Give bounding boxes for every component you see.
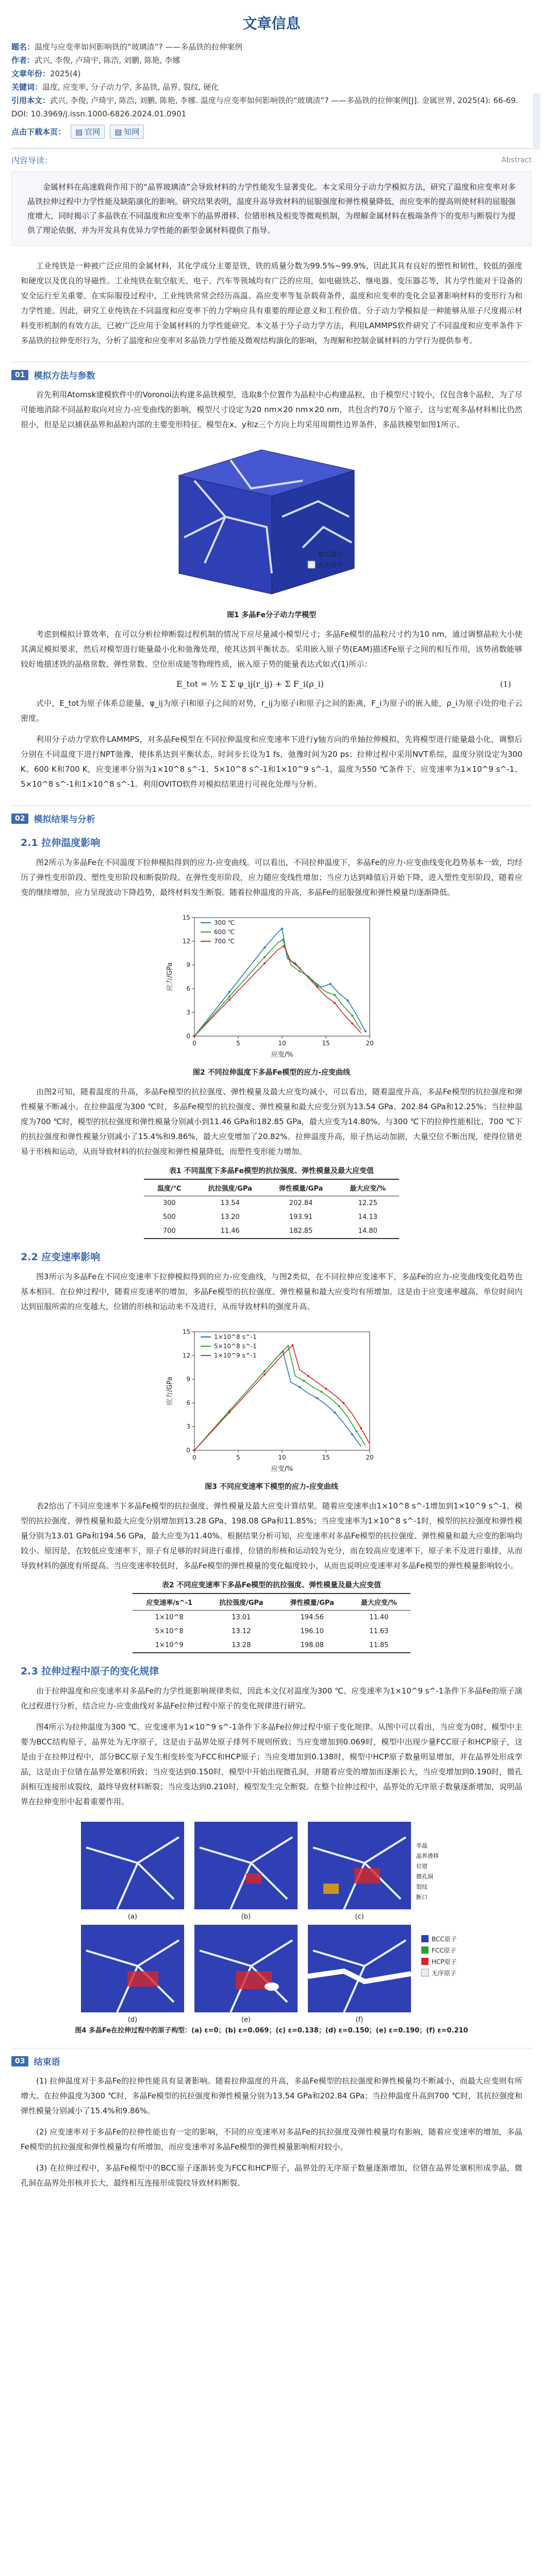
figure-4-annotations [416,1842,439,1901]
page-title: 文章信息 [242,15,301,32]
table-1-header: 温度/℃ [157,1185,182,1193]
panel-f [308,1925,411,2023]
y-tick-label: 15 [182,1328,190,1335]
svg-text:HCP原子: HCP原子 [431,1958,457,1965]
data-point [299,967,301,969]
data-point [264,1370,266,1372]
y-axis-label: 应力/GPa [166,1377,174,1405]
data-point [228,991,231,993]
figure-4-legend [421,1935,457,1977]
x-tick-label: 5 [236,1454,240,1461]
figure-4 [11,1817,532,2035]
data-point [316,986,318,988]
x-tick-label: 10 [277,1040,286,1047]
legend-label: 700 ℃ [213,938,235,945]
subsection-2-2-heading: 2.2 应变速率影响 [21,1251,101,1263]
sec2-1-paragraph-1: 图2所示为多晶Fe在不同温度下拉伸模拟得到的应力-应变曲线。可以看出，不同拉伸温度下，多晶Fe的应力-应变曲线变化趋势基本一致，均经历了弹性变形阶段、塑性变形阶段和断裂阶段。在弹性变形阶段，应力随应变线性增加；当应力达到峰值后开始下降，进入塑性变形阶段，随着应变的继续增加，应力呈现波动下降趋势，最终材料发生断裂。随着拉伸温度的升高，多晶Fe的屈服强度和弹性模量均逐渐降低。 [21,858,522,897]
table-row: 300 13.54 202.84 12.25 [162,1199,377,1207]
data-point [355,1430,357,1432]
side-toolbar[interactable] [533,93,540,149]
document-icon: ▤ [75,127,83,137]
y-tick-label: 6 [186,985,190,992]
meta-citation: 引用本文：武兴, 李俊, 卢琦宇, 陈浩, 刘鹏, 陈艳, 李娜. 温度与应变率如何影响铁的“玻璃渣”? ——多晶铁的拉伸案例[J]. 金属世界, 2025(4): 66-69. DOI: 10.3969/j.issn.1000-6826.2024.01.0901 [11,96,518,118]
figure-3-caption: 图3 不同应变速率下模型的应力-应变曲线 [205,1483,338,1491]
subsection-2-1-heading: 2.1 拉伸温度影响 [21,837,101,849]
table-1-header: 弹性模量/GPa [278,1185,323,1193]
meta-article-title: 题名：温度与应变率如何影响铁的“玻璃渣”? ——多晶铁的拉伸案例 [11,42,243,52]
equation-1 [176,679,511,689]
series-line-1 [194,1346,366,1450]
sec1-paragraph-2: 考虑到模拟计算效率，在可以分析拉伸断裂过程机制的情况下应尽量减小模型尺寸；多晶Fe模型的晶粒尺寸约为10 nm，通过调整晶粒大小使其满足模拟要求，然后对模型进行能量最小化和弛豫处理，使其达到平衡状态。采用嵌入原子势(EAM)描述Fe原子之间的相互作用，该势函数能够较好地描述铁的晶格常数、弹性常数、空位形成能等物理性质，嵌入原子势的能量表达式如式(1)所示： [21,630,522,669]
x-tick-label: 15 [321,1454,330,1461]
table-row: 700 11.46 182.85 14.80 [144,1224,399,1239]
atomic-configuration-panels [76,1817,468,2023]
figure-1-caption: 图1 多晶Fe分子动力学模型 [226,611,317,619]
table-1-caption: 表1 不同温度下多晶Fe模型的抗拉强度、弹性模量及最大应变值 [169,1167,374,1175]
series-line-1 [194,940,361,1036]
y-tick-label: 12 [182,938,190,945]
data-point [316,1397,318,1399]
legend-label: 5×10^8 s^-1 [213,1343,257,1350]
data-point [287,1345,289,1347]
figure-2-caption: 图2 不同拉伸温度下多晶Fe模型的应力-应变曲线 [193,1069,350,1077]
link-official[interactable]: ▤ 官网 [71,125,105,139]
figure-2 [11,907,532,1077]
legend-label: 1×10^8 s^-1 [213,1333,257,1341]
x-axis-label: 应变/% [271,1051,293,1059]
table-1-header: 最大应变/% [350,1185,386,1193]
x-tick-label: 0 [192,1454,196,1461]
figure-1 [11,439,532,620]
polycrystal-model-image [148,439,396,604]
svg-text:孪晶: 孪晶 [416,1842,427,1849]
data-point [228,995,231,997]
table-2-header: 应变速率/s^-1 [146,1599,193,1607]
figure-3-chart [163,1321,380,1476]
data-point [360,1427,362,1429]
data-point [281,927,283,929]
equation-1-number: (1) [500,679,511,689]
panel-e [194,1925,298,2023]
svg-text:FCC原子: FCC原子 [431,1947,456,1954]
y-tick-label: 0 [186,1032,190,1040]
svg-text:(e): (e) [241,2016,251,2023]
svg-text:微孔洞: 微孔洞 [416,1873,433,1880]
figure-4-caption: 图4 多晶Fe在拉伸过程中的原子构型：(a) ε=0；(b) ε=0.069；(c) ε=0.138；(d) ε=0.150；(e) ε=0.190；(f) ε=0.210 [75,2027,468,2035]
panel-b [194,1822,298,1921]
data-point [351,1022,353,1024]
y-tick-label: 3 [186,1423,190,1430]
series-line-2 [194,1345,370,1450]
section-3-heading: 03 结束语 [11,2048,532,2067]
legend-label: 300 ℃ [213,919,235,926]
table-1 [144,1179,399,1239]
x-tick-label: 0 [192,1040,196,1047]
svg-text:裂纹: 裂纹 [416,1884,427,1890]
legend-label: 1×10^9 s^-1 [213,1352,257,1359]
legend-swatch-disordered [308,561,315,568]
data-point [299,1386,301,1388]
svg-text:断口: 断口 [416,1894,427,1901]
sec1-paragraph-1: 首先利用Atomsk建模软件中的Voronoi法构建多晶铁模型，选取8个位置作为晶粒中心构建晶粒，由于模型尺寸较小，仅包含8个晶粒，为了尽可能地消除不同晶粒取向对应力-应变曲线的影响，模型尺寸设定为20 nm×20 nm×20 nm，共包含约70万个原子，这与宏观多晶材料相比仍然很小，但是足以捕获晶界和晶粒内部的主要变形特征。模型在x、y和z三个方向上均采用周期性边界条件，多晶铁模型如图1所示。 [21,390,522,429]
document-icon: ▤ [114,127,122,137]
intro-paragraph: 工业纯铁是一种被广泛应用的金属材料，其化学成分主要是铁，铁的质量分数为99.5%~99.9%，因此其具有良好的塑性和韧性，较低的强度和硬度以及优良的导磁性。工业纯铁在航空航天、电子、汽车等领域均有广泛的应用，如电磁铁芯、继电器、变压器芯等，其力学性能对于设备的安全运行至关重要。在实际服役过程中，工业纯铁常常会经历高温、高应变率等复杂载荷条件，温度和应变率的变化会显著影响材料的变形行为和力学性能。因此，研究工业纯铁在不同温度和应变率下的力学响应具有重要的理论意义和工程价值。分子动力学模拟是一种能够从原子尺度揭示材料变形机制的有效方法，已被广泛应用于金属材料的力学性能研究。本文基于分子动力学方法，利用LAMMPS软件研究了不同温度和应变率条件下多晶铁的拉伸变形行为，分析了温度和应变率对多晶铁力学性能及微观结构演化的影响，为理解和控制金属材料的力学行为提供参考。 [21,261,522,345]
sec2-2-paragraph-2: 表2给出了不同应变速率下多晶Fe模型的抗拉强度、弹性模量及最大应变计算结果。随着应变速率由1×10^8 s^-1增加到1×10^9 s^-1，模型的抗拉强度、弹性模量和最大应变分别增加到13.28 GPa、198.08 GPa和11.85%；当应变速率为1×10^8 s^-1时，模型的抗拉强度和弹性模量分别为13.01 GPa和194.56 GPa，最大应变为11.40%。根据结果分析可知，应变速率对多晶Fe模型的抗拉强度、弹性模量和最大应变的影响均较小。原因是，在较低应变速率下，原子有足够的时间进行重排，位错的形核和运动较为充分，而在较高应变速率下，原子来不及进行重排，从而导致材料的强度有所提高。当应变速率较低时，多晶Fe模型的弹性模量的变化幅度较小，从而也说明应变速率对多晶Fe模型的弹性模量影响较小。 [21,1501,522,1570]
data-point [307,1375,309,1377]
sec2-3-paragraph-2: 图4所示为拉伸温度为300 ℃、应变速率为1×10^9 s^-1条件下多晶Fe拉伸过程中原子变化规律。从图中可以看出，当应变为0时，模型中主要为BCC结构原子，晶界处为无序原子，这是由于晶界处原子排列不规则所致；当应变增加到0.069时，模型中出现少量FCC原子和HCP原子，这是由于在拉伸过程中，部分BCC原子发生相变转变为FCC和HCP原子；当应变增加到0.138时，模型中HCP原子数量明显增加，并在晶界处形成孪晶，这是由于位错在晶界处塞积所致；当应变达到0.150时，模型中开始出现微孔洞，并随着应变的增加而逐渐长大，当应变增加到0.190时，微孔洞相互连接形成裂纹，最终导致材料断裂；当应变达到0.210时，模型发生完全断裂。在整个拉伸过程中，晶界处的无序原子数量逐渐增加，说明晶界在拉伸变形中起着重要作用。 [21,1722,522,1806]
panel-d [81,1925,184,2023]
series-line-0 [194,1351,361,1450]
x-tick-label: 20 [365,1454,374,1461]
data-point [338,1405,340,1407]
data-point [325,1387,327,1389]
series-line-2 [194,946,361,1036]
data-point [264,956,266,958]
data-point [303,1380,305,1382]
legend-label-disordered: 无序原子 [318,562,343,569]
data-point [228,1411,231,1413]
abstract-text: 金属材料在高速载荷作用下的“晶界玻璃渣”会导致材料的力学性能发生显著变化。本文采用分子动力学模拟方法，研究了温度和应变率对多晶铁拉伸过程中力学性能及缺陷演化的影响。研究结果表明，温度升高导致材料的屈服强度和弹性模量降低，而应变率的提高则使材料的屈服强度增大，同时揭示了多晶铁在不同温度和应变率下的晶界滑移、位错形核及相变等微观机制，为理解金属材料在极端条件下的变形与断裂行为提供了理论依据，并为开发具有优异力学性能的新型金属材料提供了指导。 [11,171,532,246]
data-point [329,983,331,985]
figure-3 [11,1321,532,1492]
data-point [228,998,231,1001]
data-point [264,962,266,964]
y-tick-label: 3 [186,1009,190,1016]
data-point [283,945,285,947]
data-point [291,1344,293,1346]
table-2-caption: 表2 不同应变速率下多晶Fe模型的抗拉强度、弹性模量及最大应变值 [161,1581,382,1589]
data-point [342,1402,344,1404]
data-point [282,939,284,941]
y-axis-label: 应力/GPa [166,962,174,991]
data-point [299,970,301,972]
y-tick-label: 9 [186,1376,190,1383]
meta-year: 文章年份：2025(4) [11,69,81,78]
y-tick-label: 15 [182,914,190,921]
x-tick-label: 10 [277,1454,286,1461]
data-point [351,1014,353,1016]
table-2-header: 弹性模量/GPa [290,1599,334,1607]
svg-text:(a): (a) [127,1913,137,1921]
svg-text:晶界滑移: 晶界滑移 [416,1853,439,1859]
section-1-heading: 01 模拟方法与参数 [11,362,532,381]
sec1-paragraph-4: 利用分子动力学软件LAMMPS，对多晶Fe模型在不同拉伸温度和应变速率下进行y轴方向的单轴拉伸模拟，先将模型进行能量最小化，调整后分别在不同温度下进行NPT弛豫，使体系达到平衡状态，时间步长设为1 fs，弛豫时间为20 ps；拉伸过程中采用NVT系综，温度分别设定为300 K、600 K和700 K，应变速率分别为1×10^8 s^-1、5×10^8 s^-1和1×10^9 s^-1，温度为550 ℃条件下，应变速率为1×10^9 s^-1、5×10^8 s^-1和1×10^8 s^-1。利用OVITO软件对模拟结果进行可视化处理与分析。 [21,735,522,789]
data-point [264,946,266,948]
table-2 [133,1593,410,1653]
data-point [347,999,349,1002]
panel-c [308,1822,411,1921]
svg-text:BCC原子: BCC原子 [431,1936,457,1943]
table-row: 1×10^9 13.28 198.08 11.85 [133,1638,410,1653]
table-row: 5×10^8 13.12 196.10 11.63 [155,1628,389,1635]
figure-2-chart [163,907,380,1062]
equation-1-body: E_tot = ½ Σ Σ φ_ij(r_ij) + Σ F_i(ρ_i) [176,679,324,689]
sec2-2-paragraph-1: 图3所示为多晶Fe在不同应变速率下拉伸模拟得到的应力-应变曲线，与图2类似，在不同拉伸应变速率下，多晶Fe的应力-应变曲线变化趋势也基本相同。在拉伸过程中，随着应变速率的增加，多晶Fe模型的抗拉强度、弹性模量和最大应变均有所增加。这是由于应变速率越高，单位时间内达到屈服所需的应变越大，位错的形核和运动来不及进行，从而导致材料的强度升高。 [21,1272,522,1311]
data-point [334,1002,336,1004]
conclusion-point: (1) 拉伸温度对于多晶Fe的拉伸性能具有显著影响。随着拉伸温度的升高，多晶Fe模型的抗拉强度和弹性模量均不断减小，而最大应变则有所增大。在拉伸温度为300 ℃时，多晶Fe模型的抗拉强度和弹性模量分别为13.54 GPa和202.84 GPa；当拉伸温度升高到700 ℃时，其抗拉强度和弹性模量分别减小了15.4%和9.86%。 [21,2076,522,2115]
legend-label-bcc: BCC原子 [318,551,343,558]
data-point [351,1433,353,1435]
data-point [320,1391,322,1393]
data-point [334,994,336,996]
legend-swatch-bcc [308,550,315,557]
table-row: 500 13.20 193.91 14.13 [162,1213,377,1221]
panel-a [81,1822,184,1921]
x-tick-label: 15 [321,1040,330,1047]
meta-authors: 作者：武兴, 李俊, 卢琦宇, 陈浩, 刘鹏, 陈艳, 李娜 [11,56,180,65]
table-2-header: 抗拉强度/GPa [219,1599,264,1607]
data-point [264,1374,266,1376]
data-point [364,1030,366,1032]
svg-text:无序原子: 无序原子 [431,1970,456,1977]
x-tick-label: 5 [236,1040,240,1047]
section-2-heading: 02 模拟结果与分析 [11,805,532,825]
y-tick-label: 6 [186,1399,190,1406]
abstract-heading: 内容导读： [11,156,53,165]
subsection-2-3-heading: 2.3 拉伸过程中原子的变化规律 [21,1666,159,1677]
legend-label: 600 ℃ [213,928,235,936]
y-tick-label: 12 [182,1352,190,1359]
abstract-section [11,148,532,246]
conclusion-point: (2) 应变速率对于多晶Fe的拉伸性能也有一定的影响，不同的应变速率对多晶Fe的抗拉强度及弹性模量均有影响，随着应变速率的增加，多晶Fe模型的抗拉强度和弹性模量均有所增加，而应变速率对多晶Fe模型的弹性模量影响相对较小。 [21,2127,522,2151]
svg-text:(f): (f) [355,2016,363,2023]
sec2-3-paragraph-1: 由于拉伸温度和应变速率对多晶Fe的力学性能影响规律类似，因此本文仅对温度为300 ℃、应变速率为1×10^9 s^-1条件下多晶Fe的原子演化过程进行分析，结合应力-应变曲线对多晶Fe拉伸过程中原子的变化规律进行研究。 [21,1686,522,1710]
quick-links: 点击下载本页： ▤ 官网 ▤ 知网 [11,125,532,139]
x-tick-label: 20 [365,1040,374,1047]
table-1-header: 抗拉强度/GPa [208,1185,252,1193]
sec1-paragraph-3: 式中，E_tot为原子体系总能量，φ_ij为原子i和原子j之间的对势，r_ij为原子i和原子j之间的距离，F_i为原子i的嵌入能，ρ_i为原子i处的电子云密度。 [21,699,522,723]
table-row: 1×10^8 13.01 194.56 11.40 [155,1614,389,1621]
y-tick-label: 0 [186,1447,190,1454]
meta-keywords: 关键词：温度, 应变率, 分子动力学, 多晶铁, 晶界, 裂纹, 硬化 [11,82,219,92]
y-tick-label: 9 [186,961,190,969]
data-point [193,1449,195,1451]
conclusion-point: (3) 在拉伸过程中，多晶Fe模型中的BCC原子逐渐转变为FCC和HCP原子，晶界处的无序原子数量逐渐增加，位错在晶界处塞积形成孪晶，微孔洞在晶界处形核并长大，最终相互连接形成裂纹导致材料断裂。 [21,2163,522,2188]
sec2-1-paragraph-2: 由图2可知，随着温度的升高，多晶Fe模型的抗拉强度、弹性模量及最大应变均减小，可以看出，随着温度升高，多晶Fe模型的抗拉强度和弹性模量不断减小。在拉伸温度为300 ℃时，多晶Fe模型的抗拉强度、弹性模量和最大应变分别为13.54 GPa、202.84 GPa和12.25%；当拉伸温度为700 ℃时，模型的抗拉强度和弹性模量分别减小到11.46 GPa和182.85 GPa，最大应变为14.80%。与300 ℃下的拉伸性能相比，700 ℃下的抗拉强度和弹性模量分别减小了15.4%和9.86%，最大应变增加了20.82%。拉伸温度升高，原子热运动加剧，大量空位不断出现，使得位错更易于形核和运动，从而导致材料的抗拉强度和弹性模量降低，而塑性变形能力增加。 [21,1087,522,1156]
svg-text:(c): (c) [354,1913,364,1921]
svg-text:位错: 位错 [416,1863,427,1870]
table-2-header: 最大应变/% [360,1599,397,1607]
data-point [193,1035,195,1037]
svg-text:(b): (b) [241,1913,251,1921]
svg-text:(d): (d) [127,2016,137,2023]
x-axis-label: 应变/% [271,1465,293,1473]
abstract-heading-en: Abstract [501,156,532,164]
link-cnki[interactable]: ▤ 知网 [110,125,144,139]
data-point [334,1411,336,1413]
